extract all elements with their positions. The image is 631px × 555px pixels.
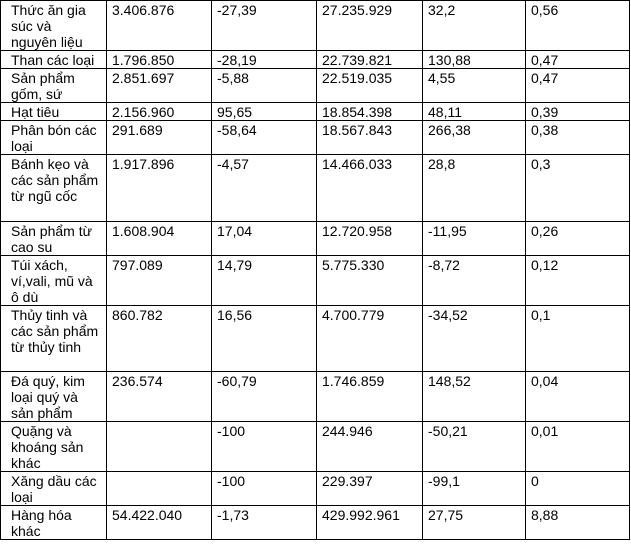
- change-cell: 266,38: [423, 121, 526, 155]
- value-cell: 797.089: [107, 256, 212, 306]
- table-body: [1, 0, 630, 540]
- table-row: [1, 256, 630, 306]
- share-cell: 0,39: [526, 103, 630, 121]
- change-cell: -11,95: [423, 222, 526, 256]
- share-cell: 0,12: [526, 256, 630, 306]
- value-cell: 2.156.960: [107, 103, 212, 121]
- change-cell: 4,55: [423, 69, 526, 103]
- change-cell: -100: [212, 422, 317, 472]
- commodity-name-cell: Sản phẩm gốm, sứ: [1, 69, 107, 103]
- commodity-name-cell: Quặng và khoáng sản khác: [1, 422, 107, 472]
- value-cell: 236.574: [107, 372, 212, 422]
- commodity-name-cell: Bánh kẹo và các sản phẩm từ ngũ cốc: [1, 155, 107, 222]
- change-cell: 48,11: [423, 103, 526, 121]
- change-cell: -58,64: [212, 121, 317, 155]
- value-cell: 22.519.035: [317, 69, 423, 103]
- change-cell: -50,21: [423, 422, 526, 472]
- share-cell: 0,47: [526, 51, 630, 69]
- change-cell: 27,75: [423, 506, 526, 540]
- change-cell: 16,56: [212, 306, 317, 372]
- table-row: [1, 222, 630, 256]
- commodity-name-cell: Túi xách, ví,vali, mũ và ô dù: [1, 256, 107, 306]
- table-row: [1, 422, 630, 472]
- change-cell: -5,88: [212, 69, 317, 103]
- change-cell: 28,8: [423, 155, 526, 222]
- value-cell: 429.992.961: [317, 506, 423, 540]
- share-cell: 0,47: [526, 69, 630, 103]
- table-row: [1, 472, 630, 506]
- change-cell: 95,65: [212, 103, 317, 121]
- value-cell: 12.720.958: [317, 222, 423, 256]
- table-row: [1, 121, 630, 155]
- value-cell: 22.739.821: [317, 51, 423, 69]
- commodity-name-cell: Thức ăn gia súc và nguyên liệu: [1, 1, 107, 51]
- table-row: [1, 69, 630, 103]
- table-row: [1, 103, 630, 121]
- table-row: [1, 155, 630, 222]
- commodity-name-cell: Đá quý, kim loại quý và sản phẩm: [1, 372, 107, 422]
- commodity-name-cell: Hạt tiêu: [1, 103, 107, 121]
- change-cell: -27,39: [212, 1, 317, 51]
- value-cell: 1.608.904: [107, 222, 212, 256]
- change-cell: -34,52: [423, 306, 526, 372]
- commodity-name-cell: Thủy tinh và các sản phẩm từ thủy tinh: [1, 306, 107, 372]
- change-cell: 130,88: [423, 51, 526, 69]
- share-cell: 0,01: [526, 422, 630, 472]
- share-cell: 0,26: [526, 222, 630, 256]
- table-row: [1, 506, 630, 540]
- table-row: [1, 372, 630, 422]
- value-cell: [107, 472, 212, 506]
- value-cell: 1.746.859: [317, 372, 423, 422]
- share-cell: 0,3: [526, 155, 630, 222]
- change-cell: -8,72: [423, 256, 526, 306]
- change-cell: -100: [212, 472, 317, 506]
- commodity-name-cell: Phân bón các loại: [1, 121, 107, 155]
- table-row: [1, 1, 630, 51]
- change-cell: -99,1: [423, 472, 526, 506]
- change-cell: 32,2: [423, 1, 526, 51]
- change-cell: -60,79: [212, 372, 317, 422]
- change-cell: 148,52: [423, 372, 526, 422]
- share-cell: 0,1: [526, 306, 630, 372]
- change-cell: 14,79: [212, 256, 317, 306]
- value-cell: 4.700.779: [317, 306, 423, 372]
- table-row: [1, 51, 630, 69]
- share-cell: 0,04: [526, 372, 630, 422]
- value-cell: 291.689: [107, 121, 212, 155]
- commodity-name-cell: Than các loại: [1, 51, 107, 69]
- value-cell: 3.406.876: [107, 1, 212, 51]
- value-cell: 18.567.843: [317, 121, 423, 155]
- commodity-name-cell: Sản phẩm từ cao su: [1, 222, 107, 256]
- value-cell: 860.782: [107, 306, 212, 372]
- value-cell: 2.851.697: [107, 69, 212, 103]
- share-cell: 8,88: [526, 506, 630, 540]
- value-cell: 14.466.033: [317, 155, 423, 222]
- value-cell: [107, 422, 212, 472]
- value-cell: 244.946: [317, 422, 423, 472]
- change-cell: -1,73: [212, 506, 317, 540]
- commodity-name-cell: Hàng hóa khác: [1, 506, 107, 540]
- share-cell: 0,38: [526, 121, 630, 155]
- table-row: [1, 306, 630, 372]
- value-cell: 1.917.896: [107, 155, 212, 222]
- value-cell: 18.854.398: [317, 103, 423, 121]
- change-cell: -4,57: [212, 155, 317, 222]
- change-cell: -28,19: [212, 51, 317, 69]
- value-cell: 1.796.850: [107, 51, 212, 69]
- change-cell: 17,04: [212, 222, 317, 256]
- value-cell: 229.397: [317, 472, 423, 506]
- commodity-name-cell: Xăng dầu các loại: [1, 472, 107, 506]
- value-cell: 54.422.040: [107, 506, 212, 540]
- share-cell: 0,56: [526, 1, 630, 51]
- value-cell: 27.235.929: [317, 1, 423, 51]
- share-cell: 0: [526, 472, 630, 506]
- value-cell: 5.775.330: [317, 256, 423, 306]
